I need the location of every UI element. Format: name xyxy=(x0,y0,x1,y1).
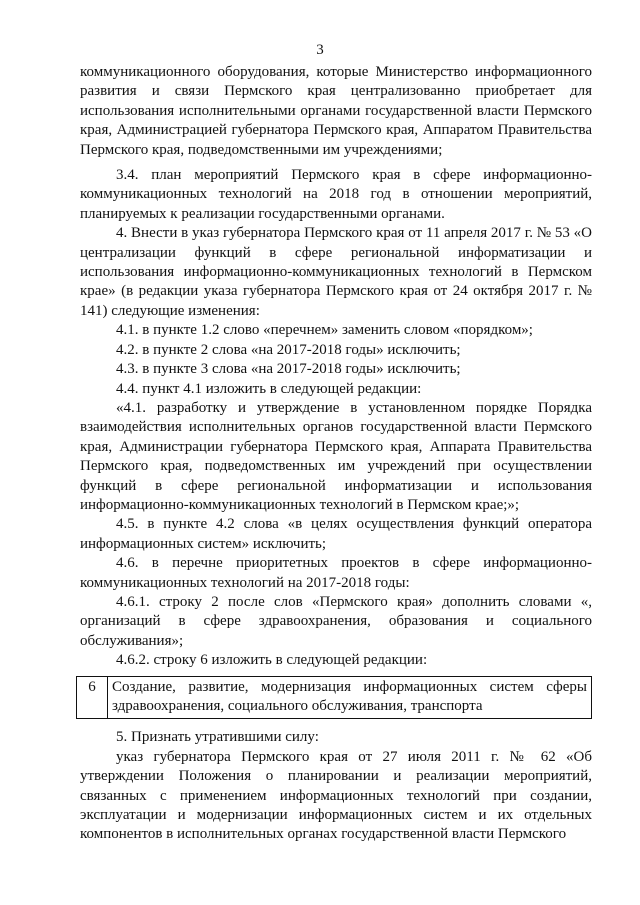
document-body xyxy=(80,63,592,845)
table-row xyxy=(77,676,592,719)
paragraph: 4.6.1. строку 2 после слов «Пермского края» дополнить словами «, организаций в сфере здравоохранения, образования и социального обслуживания»; xyxy=(80,593,592,649)
paragraph: 4.6.2. строку 6 изложить в следующей редакции: xyxy=(116,652,428,669)
paragraph: 3.4. план мероприятий Пермского края в сфере информационно-коммуникационных технологий на 2018 год в отношении мероприятий, планируемых к реализации государственными органами. xyxy=(80,167,592,222)
amended-row-table xyxy=(76,676,592,720)
page-number: 3 xyxy=(316,42,324,58)
paragraph: 4.5. в пункте 4.2 слова «в целях осуществления функций оператора информационных систем» исключить; xyxy=(80,516,592,552)
paragraph: 4.6. в перечне приоритетных проектов в сфере информационно-коммуникационных технологий на 2017-2018 годы: xyxy=(80,555,592,591)
paragraph: 5. Признать утратившими силу: xyxy=(116,729,319,746)
paragraph: 4.1. в пункте 1.2 слово «перечнем» заменить словом «порядком»; xyxy=(116,322,533,339)
paragraph: 4.3. в пункте 3 слова «на 2017-2018 годы» исключить; xyxy=(116,361,461,378)
paragraph: 4.2. в пункте 2 слова «на 2017-2018 годы» исключить; xyxy=(116,341,461,358)
paragraph: 4.4. пункт 4.1 изложить в следующей редакции: xyxy=(116,380,422,397)
paragraph: коммуникационного оборудования, которые Министерство информационного развития и связи Пермского края централизованно приобретает для использования исполнительными органами государственной власти Пермского края, Администрацией губернатора Пермского края, Аппаратом Правительства Пермского края, подведомственными им учреждениями; xyxy=(80,64,592,158)
paragraph: указ губернатора Пермского края от 27 июля 2011 г. № 62 «Об утверждении Положения о планировании и реализации мероприятий, связанных с применением информационных технологий при создании, эксплуатации и модернизации информационных систем и их отдельных компонентов в исполнительных органах государственной власти Пермского xyxy=(80,748,592,843)
paragraph: 4. Внести в указ губернатора Пермского края от 11 апреля 2017 г. № 53 «О централизации функций в сфере региональной информатизации и использования информационно-коммуникационных технологий в Пермском крае» (в редакции указа губернатора Пермского края от 24 октября 2017 г. № 141) следующие изменения: xyxy=(80,225,592,319)
paragraph: «4.1. разработку и утверждение в установленном порядке Порядка взаимодействия исполнительных органов государственной власти Пермского края, Администрации губернатора Пермского края, Аппарата Правительства Пермского края, подведомственных им учреждений при осуществлении функций в сфере региональной информатизации и использования информационно-коммуникационных технологий в Пермском крае;»; xyxy=(80,399,592,513)
row-number-cell: 6 xyxy=(77,676,108,719)
row-text-cell: Создание, развитие, модернизация информационных систем сферы здравоохранения, социального обслуживания, транспорта xyxy=(108,676,592,719)
